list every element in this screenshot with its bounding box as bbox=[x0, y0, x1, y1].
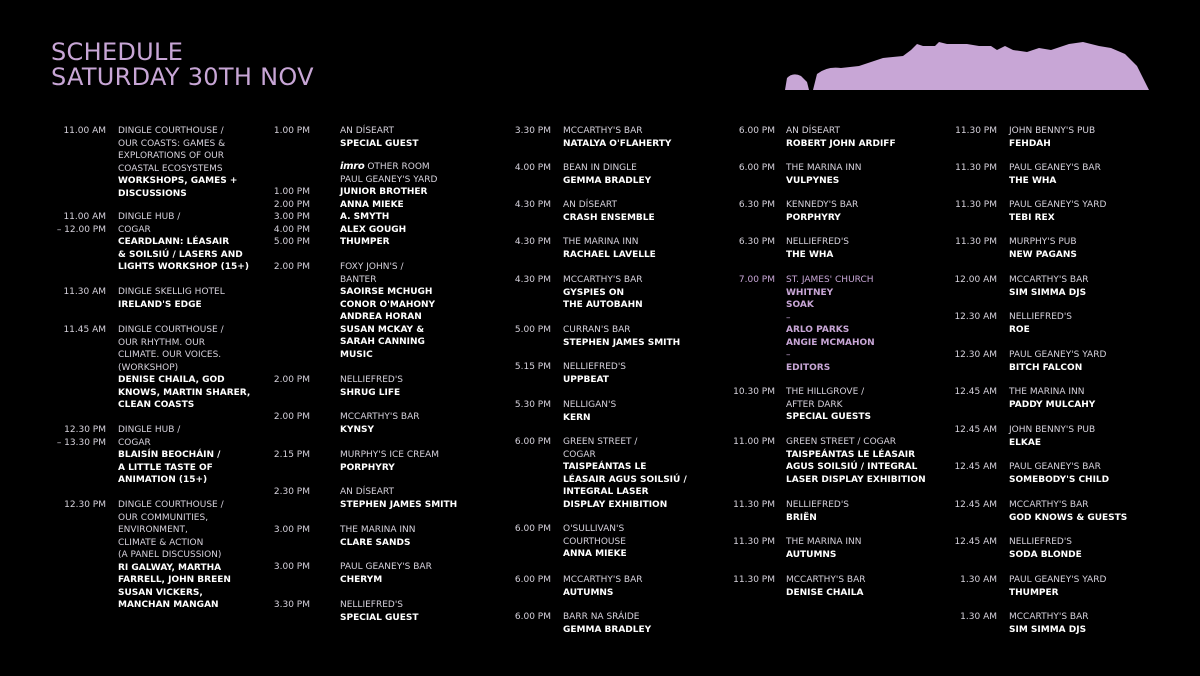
event-time: 6.00 PM bbox=[514, 612, 551, 622]
event-time: 11.00 AM bbox=[63, 126, 106, 136]
event-venue: DINGLE SKELLIG HOTEL bbox=[118, 287, 225, 297]
event-venue: MURPHY'S PUB bbox=[1009, 237, 1077, 247]
event-item bbox=[491, 274, 721, 312]
event-time: 3.00 PM bbox=[273, 525, 310, 535]
event-time: 6.00 PM bbox=[514, 575, 551, 585]
event-acts: AUTUMNS bbox=[786, 549, 837, 560]
event-time: 5.15 PM bbox=[514, 362, 551, 372]
slot-item bbox=[250, 224, 480, 237]
event-item bbox=[250, 449, 480, 474]
event-acts: BLAISÍN BEOCHÁIN / A LITTLE TASTE OF ANIMATION (15+) bbox=[118, 450, 221, 485]
event-venue: ST. JAMES' CHURCH bbox=[786, 275, 874, 285]
event-time: 4.30 PM bbox=[514, 200, 551, 210]
event-item bbox=[491, 361, 721, 386]
event-acts: ROBERT JOHN ARDIFF bbox=[786, 138, 896, 149]
event-item bbox=[250, 486, 480, 511]
title-line-schedule: SCHEDULE bbox=[51, 38, 184, 66]
event-acts: SPECIAL GUEST bbox=[340, 612, 419, 623]
event-venue: AN DÍSEART bbox=[786, 126, 840, 136]
event-acts: IRELAND'S EDGE bbox=[118, 299, 202, 310]
slot-time: 1.00 PM bbox=[273, 187, 310, 197]
title-line-date: SATURDAY 30TH NOV bbox=[51, 63, 314, 91]
event-acts: GEMMA BRADLEY bbox=[563, 175, 652, 186]
event-venue: PAUL GEANEY'S BAR bbox=[340, 562, 432, 572]
event-item bbox=[491, 399, 721, 424]
event-time: 2.30 PM bbox=[273, 487, 310, 497]
event-venue: MCCARTHY'S BAR bbox=[1009, 275, 1089, 285]
event-item bbox=[250, 561, 480, 586]
event-time: 12.45 AM bbox=[954, 425, 997, 435]
event-item bbox=[937, 236, 1157, 261]
event-acts: PORPHYRY bbox=[340, 462, 395, 473]
event-venue: MCCARTHY'S BAR bbox=[1009, 500, 1089, 510]
event-item bbox=[937, 499, 1157, 524]
event-time: 3.00 PM bbox=[273, 562, 310, 572]
event-time: 11.00 PM bbox=[733, 437, 775, 447]
event-item bbox=[0, 324, 250, 412]
event-time: 2.00 PM bbox=[273, 262, 310, 272]
event-venue: JOHN BENNY'S PUB bbox=[1009, 425, 1096, 435]
event-time: 11.30 PM bbox=[955, 237, 997, 247]
event-time: 6.30 PM bbox=[738, 200, 775, 210]
event-venue: PAUL GEANEY'S YARD bbox=[1009, 350, 1107, 360]
event-time: 12.30 AM bbox=[954, 350, 997, 360]
event-venue: NELLIEFRED'S bbox=[340, 375, 404, 385]
event-item bbox=[491, 523, 721, 561]
event-venue: PAUL GEANEY'S YARD bbox=[1009, 200, 1107, 210]
event-venue: PAUL GEANEY'S BAR bbox=[1009, 462, 1101, 472]
event-venue: MCCARTHY'S BAR bbox=[340, 412, 420, 422]
slot-item bbox=[250, 211, 480, 224]
event-item bbox=[937, 311, 1157, 336]
event-venue: BARR NA SRÁIDE bbox=[563, 612, 640, 622]
event-item bbox=[0, 211, 249, 274]
event-acts: SPECIAL GUEST bbox=[340, 138, 419, 149]
event-item bbox=[937, 461, 1157, 486]
event-acts: SODA BLONDE bbox=[1009, 549, 1082, 560]
event-item bbox=[715, 125, 945, 150]
event-item bbox=[250, 411, 480, 436]
event-acts: ELKAE bbox=[1009, 437, 1041, 448]
event-venue: DINGLE COURTHOUSE / OUR COMMUNITIES, ENVIRONMENT, CLIMATE & ACTION (A PANEL DISCUSSION) bbox=[118, 500, 224, 560]
slot-act: ANNA MIEKE bbox=[340, 199, 404, 210]
event-time: 11.30 PM bbox=[955, 126, 997, 136]
separator-dash: – bbox=[786, 350, 791, 360]
event-venue: PAUL GEANEY'S YARD bbox=[340, 174, 438, 185]
event-item bbox=[250, 524, 480, 549]
event-time: 6.30 PM bbox=[738, 237, 775, 247]
event-time: 1.30 AM bbox=[960, 575, 997, 585]
event-acts: NATALYA O'FLAHERTY bbox=[563, 138, 672, 149]
event-acts: TAISPEÁNTAS LE LÉASAIR AGUS SOILSIÚ / INTEGRAL LASER DISPLAY EXHIBITION bbox=[786, 449, 926, 485]
imro-logo: imro bbox=[340, 161, 365, 172]
event-time: 6.00 PM bbox=[514, 437, 551, 447]
event-venue: THE MARINA INN bbox=[340, 525, 416, 535]
event-acts: TEBI REX bbox=[1009, 212, 1055, 223]
event-acts: FEHDAH bbox=[1009, 138, 1051, 149]
event-item bbox=[715, 236, 945, 261]
event-item bbox=[715, 386, 945, 424]
event-venue: PAUL GEANEY'S BAR bbox=[1009, 163, 1101, 173]
event-venue: AN DÍSEART bbox=[340, 126, 394, 136]
event-item bbox=[937, 424, 1157, 449]
event-acts: WORKSHOPS, GAMES + DISCUSSIONS bbox=[118, 176, 238, 199]
event-time: 5.00 PM bbox=[514, 325, 551, 335]
event-acts: DENISE CHAILA, GOD KNOWS, MARTIN SHARER, CLEAN COASTS bbox=[118, 375, 251, 410]
event-time: 12.00 AM bbox=[954, 275, 997, 285]
event-item bbox=[491, 611, 721, 636]
event-venue: FOXY JOHN'S / BANTER bbox=[340, 262, 404, 285]
event-time: 4.30 PM bbox=[514, 237, 551, 247]
event-acts: PADDY MULCAHY bbox=[1009, 399, 1096, 410]
event-item bbox=[0, 125, 237, 200]
imro-stage-block bbox=[250, 161, 480, 186]
event-time: 11.30 PM bbox=[733, 500, 775, 510]
event-time: 11.30 PM bbox=[733, 575, 775, 585]
event-item bbox=[937, 162, 1157, 187]
event-venue: MCCARTHY'S BAR bbox=[786, 575, 866, 585]
event-item bbox=[250, 261, 480, 361]
event-time: 1.00 PM bbox=[273, 126, 310, 136]
event-acts: GOD KNOWS & GUESTS bbox=[1009, 512, 1128, 523]
event-time: 11.30 AM bbox=[63, 287, 106, 297]
slot-act: JUNIOR BROTHER bbox=[340, 187, 428, 197]
event-acts: SHRUG LIFE bbox=[340, 387, 401, 398]
event-venue: DINGLE HUB / COGAR bbox=[118, 212, 181, 235]
event-time: 3.30 PM bbox=[514, 126, 551, 136]
event-acts: GEMMA BRADLEY bbox=[563, 624, 652, 635]
event-time: 12.30 PM – 13.30 PM bbox=[56, 425, 106, 448]
event-item bbox=[937, 199, 1157, 224]
event-time: 12.45 AM bbox=[954, 537, 997, 547]
event-item bbox=[715, 536, 945, 561]
event-venue: NELLIEFRED'S bbox=[786, 237, 850, 247]
event-venue: MCCARTHY'S BAR bbox=[1009, 612, 1089, 622]
event-acts: KERN bbox=[563, 412, 591, 423]
slot-time: 2.00 PM bbox=[273, 199, 310, 210]
event-acts: SPECIAL GUESTS bbox=[786, 412, 871, 422]
event-venue: THE MARINA INN bbox=[1009, 387, 1085, 397]
event-acts: SOMEBODY'S CHILD bbox=[1009, 474, 1110, 485]
event-venue: THE MARINA INN bbox=[786, 163, 862, 173]
event-time: 3.30 PM bbox=[273, 600, 310, 610]
event-venue: NELLIEFRED'S bbox=[1009, 537, 1073, 547]
event-acts: TAISPEÁNTAS LE LÉASAIR AGUS SOILSIÚ / INTEGRAL LASER DISPLAY EXHIBITION bbox=[563, 462, 687, 510]
event-venue: THE HILLGROVE / AFTER DARK bbox=[786, 387, 865, 410]
event-time: 6.00 PM bbox=[738, 126, 775, 136]
page-title bbox=[51, 40, 314, 90]
island-skyline-graphic bbox=[783, 40, 1151, 92]
event-item bbox=[250, 125, 480, 150]
event-time: 11.45 AM bbox=[63, 325, 106, 335]
event-acts: WHITNEY SOAK bbox=[786, 287, 834, 310]
event-acts: UPPBEAT bbox=[563, 374, 609, 385]
event-item bbox=[937, 574, 1157, 599]
event-venue: NELLIGAN'S bbox=[563, 400, 617, 410]
event-acts: STEPHEN JAMES SMITH bbox=[563, 337, 681, 348]
event-item bbox=[491, 324, 721, 349]
event-time: 6.00 PM bbox=[514, 524, 551, 534]
event-acts: RI GALWAY, MARTHA FARRELL, JOHN BREEN SUSAN VICKERS, MANCHAN MANGAN bbox=[118, 562, 231, 610]
event-time: 12.45 AM bbox=[954, 462, 997, 472]
event-item bbox=[715, 499, 945, 524]
event-item bbox=[0, 424, 220, 487]
event-venue: JOHN BENNY'S PUB bbox=[1009, 126, 1096, 136]
event-time: 2.00 PM bbox=[273, 375, 310, 385]
event-venue: MCCARTHY'S BAR bbox=[563, 575, 643, 585]
event-venue: O'SULLIVAN'S COURTHOUSE bbox=[563, 524, 626, 547]
event-acts: BITCH FALCON bbox=[1009, 362, 1083, 373]
event-acts: RACHAEL LAVELLE bbox=[563, 249, 656, 260]
event-acts: SIM SIMMA DJS bbox=[1009, 287, 1087, 298]
event-venue: MURPHY'S ICE CREAM bbox=[340, 450, 439, 460]
event-venue: PAUL GEANEY'S YARD bbox=[1009, 575, 1107, 585]
event-item bbox=[937, 536, 1157, 561]
event-item bbox=[491, 236, 721, 261]
event-venue: NELLIEFRED'S bbox=[340, 600, 404, 610]
event-item bbox=[250, 599, 480, 624]
event-venue: KENNEDY'S BAR bbox=[786, 200, 859, 210]
event-venue: GREEN STREET / COGAR bbox=[786, 437, 897, 447]
event-item bbox=[491, 436, 721, 511]
event-item bbox=[715, 199, 945, 224]
event-item bbox=[491, 574, 721, 599]
event-acts: AUTUMNS bbox=[563, 587, 614, 598]
event-venue: AN DÍSEART bbox=[340, 487, 394, 497]
event-venue: NELLIEFRED'S bbox=[563, 362, 627, 372]
slot-act: A. SMYTH bbox=[340, 212, 390, 222]
event-time: 12.45 AM bbox=[954, 500, 997, 510]
event-time: 6.00 PM bbox=[738, 163, 775, 173]
event-acts: DENISE CHAILA bbox=[786, 587, 864, 598]
event-item bbox=[715, 574, 945, 599]
event-acts: NEW PAGANS bbox=[1009, 249, 1077, 260]
event-acts: CRASH ENSEMBLE bbox=[563, 212, 655, 223]
event-venue: MCCARTHY'S BAR bbox=[563, 275, 643, 285]
event-acts: CEARDLANN: LÉASAIR & SOILSIÚ / LASERS AND LIGHTS WORKSHOP (15+) bbox=[118, 237, 249, 272]
event-acts: VULPYNES bbox=[786, 175, 840, 186]
event-acts: BRIËN bbox=[786, 512, 817, 523]
event-venue: CURRAN'S BAR bbox=[563, 325, 631, 335]
event-item bbox=[715, 162, 945, 187]
event-acts: THE WHA bbox=[1009, 175, 1057, 186]
event-acts: CLARE SANDS bbox=[340, 537, 411, 548]
headline-event-item bbox=[715, 274, 945, 374]
event-time: 11.30 PM bbox=[955, 200, 997, 210]
event-item bbox=[0, 499, 231, 612]
event-time: 11.00 AM – 12.00 PM bbox=[56, 212, 106, 235]
event-item bbox=[491, 125, 721, 150]
event-venue: DINGLE COURTHOUSE / OUR RHYTHM. OUR CLIMATE. OUR VOICES. (WORKSHOP) bbox=[118, 325, 224, 373]
event-item bbox=[937, 611, 1157, 636]
event-venue: THE MARINA INN bbox=[786, 537, 862, 547]
event-time: 12.30 AM bbox=[954, 312, 997, 322]
event-acts: CHERYM bbox=[340, 574, 383, 585]
event-item bbox=[0, 286, 225, 311]
event-venue: DINGLE HUB / COGAR bbox=[118, 425, 181, 448]
slot-item bbox=[250, 186, 480, 199]
event-time: 11.30 PM bbox=[733, 537, 775, 547]
event-time: 2.00 PM bbox=[273, 412, 310, 422]
event-venue: MCCARTHY'S BAR bbox=[563, 126, 643, 136]
event-item bbox=[491, 199, 721, 224]
event-acts: SAOIRSE MCHUGH CONOR O'MAHONY ANDREA HORAN SUSAN MCKAY & SARAH CANNING MUSIC bbox=[340, 287, 436, 360]
event-item bbox=[937, 125, 1157, 150]
event-item bbox=[937, 386, 1157, 411]
stage-room-name: OTHER ROOM bbox=[367, 162, 430, 172]
event-time: 4.30 PM bbox=[514, 275, 551, 285]
event-item bbox=[715, 436, 945, 486]
event-acts: EDITORS bbox=[786, 362, 831, 373]
separator-dash: – bbox=[786, 312, 791, 323]
event-item bbox=[937, 349, 1157, 374]
event-acts: STEPHEN JAMES SMITH bbox=[340, 499, 458, 510]
event-acts: PORPHYRY bbox=[786, 212, 841, 223]
event-venue: GREEN STREET / COGAR bbox=[563, 437, 638, 460]
slot-item bbox=[250, 236, 480, 249]
event-time: 2.15 PM bbox=[273, 450, 310, 460]
event-time: 7.00 PM bbox=[738, 275, 775, 285]
event-venue: NELLIEFRED'S bbox=[1009, 312, 1073, 322]
event-time: 5.30 PM bbox=[514, 400, 551, 410]
event-item bbox=[491, 162, 721, 187]
event-time: 4.00 PM bbox=[514, 163, 551, 173]
slot-act: THUMPER bbox=[340, 237, 390, 247]
event-time: 12.30 PM bbox=[64, 500, 106, 510]
event-venue: THE MARINA INN bbox=[563, 237, 639, 247]
event-item bbox=[250, 374, 480, 399]
slot-item bbox=[250, 199, 480, 212]
event-venue: BEAN IN DINGLE bbox=[563, 163, 637, 173]
event-acts: GYSPIES ON THE AUTOBAHN bbox=[563, 287, 643, 310]
event-venue: AN DÍSEART bbox=[563, 200, 617, 210]
event-acts: ARLO PARKS ANGIE MCMAHON bbox=[786, 325, 875, 348]
event-time: 11.30 PM bbox=[955, 163, 997, 173]
imro-slot-list bbox=[250, 186, 480, 249]
slot-time: 3.00 PM bbox=[273, 212, 310, 222]
event-time: 1.30 AM bbox=[960, 612, 997, 622]
event-acts: THUMPER bbox=[1009, 587, 1059, 598]
event-acts: THE WHA bbox=[786, 249, 834, 260]
event-acts: SIM SIMMA DJS bbox=[1009, 624, 1087, 635]
event-time: 12.45 AM bbox=[954, 387, 997, 397]
slot-time: 4.00 PM bbox=[273, 224, 310, 235]
slot-time: 5.00 PM bbox=[273, 237, 310, 247]
slot-act: ALEX GOUGH bbox=[340, 224, 407, 235]
event-venue: NELLIEFRED'S bbox=[786, 500, 850, 510]
event-acts: ANNA MIEKE bbox=[563, 549, 627, 559]
event-venue: DINGLE COURTHOUSE / OUR COASTS: GAMES & EXPLORATIONS OF OUR COASTAL ECOSYSTEMS bbox=[118, 126, 226, 174]
event-acts: ROE bbox=[1009, 324, 1030, 335]
event-acts: KYNSY bbox=[340, 424, 375, 435]
event-item bbox=[937, 274, 1157, 299]
event-time: 10.30 PM bbox=[733, 387, 775, 397]
